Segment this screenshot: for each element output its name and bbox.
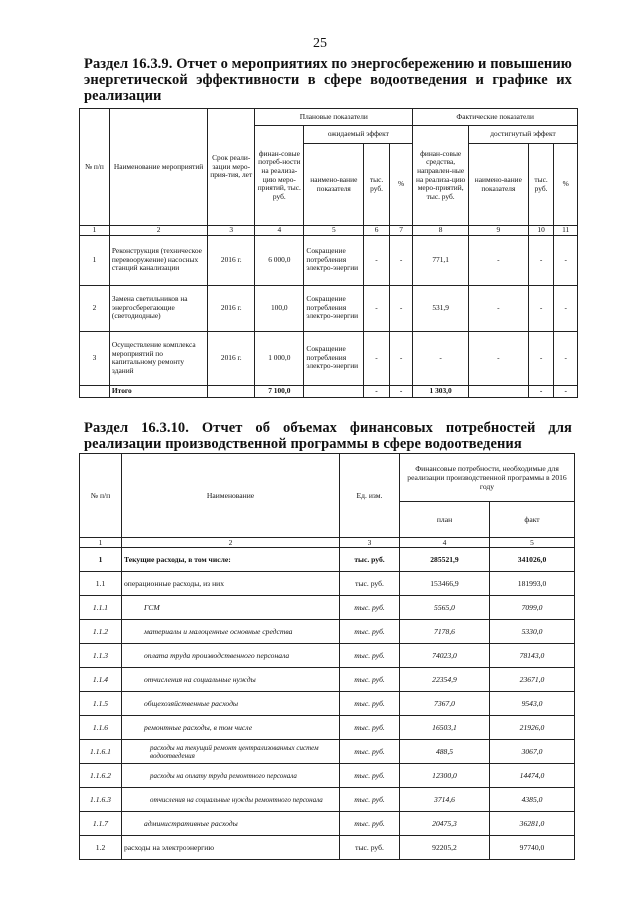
plan-value: 488,5	[400, 740, 490, 764]
col-name-header: Наименование	[122, 454, 340, 538]
total-pct: -	[389, 385, 413, 397]
plan-header: план	[400, 502, 490, 538]
planned-header: Плановые показатели	[255, 109, 413, 126]
row-num: 1.2	[80, 836, 122, 860]
row-num: 1.1.5	[80, 692, 122, 716]
table-row	[80, 548, 575, 572]
unit: тыс. руб.	[340, 740, 400, 764]
table-row	[80, 285, 578, 331]
term: 2016 г.	[208, 331, 255, 385]
achieved-name: -	[468, 331, 528, 385]
unit: тыс. руб.	[340, 572, 400, 596]
total-rub-2: -	[528, 385, 554, 397]
unit: тыс. руб.	[340, 788, 400, 812]
financial-needs-table	[79, 453, 575, 860]
table-row	[80, 596, 575, 620]
col-num-header: № п/п	[80, 454, 122, 538]
fact-value: 9543,0	[490, 692, 575, 716]
fact-value: 4385,0	[490, 788, 575, 812]
col-index: 2	[109, 226, 207, 236]
item-name: расходы на текущий ремонт централизованных систем водоотведения	[122, 740, 340, 764]
unit: тыс. руб.	[340, 812, 400, 836]
row-num: 1.1.1	[80, 596, 122, 620]
table-row	[80, 740, 575, 764]
row-num: 1.1.7	[80, 812, 122, 836]
col-index: 1	[80, 226, 110, 236]
achieved-pct: -	[554, 235, 578, 285]
achieved-pct: -	[554, 285, 578, 331]
item-name: оплата труда производственного персонала	[122, 644, 340, 668]
unit: тыс. руб.	[340, 764, 400, 788]
col-index: 4	[400, 538, 490, 548]
col-term-header: Срок реали-зации меро-прия-тия, лет	[208, 109, 255, 226]
col-unit-header: Ед. изм.	[340, 454, 400, 538]
fact-value: 21926,0	[490, 716, 575, 740]
row-num: 1	[80, 235, 110, 285]
total-pct-2: -	[554, 385, 578, 397]
row-num: 1.1.3	[80, 644, 122, 668]
row-num: 1.1.6.2	[80, 764, 122, 788]
plan-value: 92205,2	[400, 836, 490, 860]
indicator-name-header-2: наимено-вание показателя	[468, 144, 528, 226]
col-index: 3	[208, 226, 255, 236]
fact-value: 7099,0	[490, 596, 575, 620]
row-num: 2	[80, 285, 110, 331]
total-label: Итого	[109, 385, 207, 397]
table-row	[80, 572, 575, 596]
unit: тыс. руб.	[340, 620, 400, 644]
col-index: 5	[304, 226, 364, 236]
item-name: отчисления на социальные нужды ремонтного персонала	[122, 788, 340, 812]
table-row	[80, 331, 578, 385]
fact-value: 14474,0	[490, 764, 575, 788]
unit: тыс. руб.	[340, 668, 400, 692]
fact-value: 181993,0	[490, 572, 575, 596]
tys-rub-header: тыс. руб.	[364, 144, 390, 226]
unit: тыс. руб.	[340, 836, 400, 860]
col-name-header: Наименование мероприятий	[109, 109, 207, 226]
row-num: 1.1.2	[80, 620, 122, 644]
col-index: 7	[389, 226, 413, 236]
total-row	[80, 385, 578, 397]
plan-value: 20475,3	[400, 812, 490, 836]
table-row	[80, 620, 575, 644]
indicator-name-header: наимено-вание показателя	[304, 144, 364, 226]
row-num: 1.1.6.1	[80, 740, 122, 764]
energy-saving-table	[79, 108, 578, 398]
table-row	[80, 668, 575, 692]
effect-rub: -	[364, 235, 390, 285]
col-index: 5	[490, 538, 575, 548]
total-fact: 1 303,0	[413, 385, 469, 397]
fin-need-header: финан-совые потреб-ности на реализа-цию меро-приятий, тыс. руб.	[255, 126, 304, 226]
total-plan: 7 100,0	[255, 385, 304, 397]
table-row	[80, 716, 575, 740]
effect-name: Сокращение потребления электро-энергии	[304, 285, 364, 331]
table-row	[80, 644, 575, 668]
measure-name: Осуществление комплекса мероприятий по капитальному ремонту зданий	[109, 331, 207, 385]
row-num: 1.1.4	[80, 668, 122, 692]
fact-value: 771,1	[413, 235, 469, 285]
fact-value: 5330,0	[490, 620, 575, 644]
table-row	[80, 692, 575, 716]
plan-value: 7178,6	[400, 620, 490, 644]
pct-header-2: %	[554, 144, 578, 226]
item-name: расходы на оплату труда ремонтного персонала	[122, 764, 340, 788]
achieved-name: -	[468, 285, 528, 331]
unit: тыс. руб.	[340, 548, 400, 572]
expected-effect-header: ожидаемый эффект	[304, 126, 413, 144]
plan-value: 74023,0	[400, 644, 490, 668]
effect-pct: -	[389, 285, 413, 331]
measure-name: Замена светильников на энергосберегающие (светодиодные)	[109, 285, 207, 331]
col-index: 4	[255, 226, 304, 236]
col-index: 11	[554, 226, 578, 236]
table-row	[80, 764, 575, 788]
table-row	[80, 788, 575, 812]
fact-value: 23671,0	[490, 668, 575, 692]
effect-pct: -	[389, 235, 413, 285]
col-index: 10	[528, 226, 554, 236]
col-index: 9	[468, 226, 528, 236]
plan-value: 12300,0	[400, 764, 490, 788]
plan-value: 5565,0	[400, 596, 490, 620]
unit: тыс. руб.	[340, 596, 400, 620]
item-name: Текущие расходы, в том числе:	[122, 548, 340, 572]
plan-value: 1 000,0	[255, 331, 304, 385]
col-index: 6	[364, 226, 390, 236]
achieved-rub: -	[528, 331, 554, 385]
row-num: 1	[80, 548, 122, 572]
unit: тыс. руб.	[340, 716, 400, 740]
fact-value: 78143,0	[490, 644, 575, 668]
unit: тыс. руб.	[340, 644, 400, 668]
row-num: 1.1.6.3	[80, 788, 122, 812]
term: 2016 г.	[208, 285, 255, 331]
plan-value: 6 000,0	[255, 235, 304, 285]
item-name: ремонтные расходы, в том числе	[122, 716, 340, 740]
row-num: 3	[80, 331, 110, 385]
table-row	[80, 812, 575, 836]
fin-spent-header: финан-совые средства, направлен-ные на реализа-цию меро-приятий, тыс. руб.	[413, 126, 469, 226]
achieved-rub: -	[528, 235, 554, 285]
effect-name: Сокращение потребления электро-энергии	[304, 331, 364, 385]
fact-value: 3067,0	[490, 740, 575, 764]
fin-needs-header: Финансовые потребности, необходимые для реализации производственной программы в 2016 году	[400, 454, 575, 502]
table-row	[80, 235, 578, 285]
item-name: ГСМ	[122, 596, 340, 620]
pct-header: %	[389, 144, 413, 226]
fact-value: -	[413, 331, 469, 385]
section-16-3-10-title: Раздел 16.3.10. Отчет об объемах финансовых потребностей для реализации производственной программы в сфере водоотведения	[84, 420, 572, 452]
achieved-rub: -	[528, 285, 554, 331]
effect-rub: -	[364, 331, 390, 385]
fact-value: 36281,0	[490, 812, 575, 836]
col-index: 2	[122, 538, 340, 548]
item-name: общехозяйственные расходы	[122, 692, 340, 716]
plan-value: 3714,6	[400, 788, 490, 812]
page-number: 25	[313, 36, 327, 51]
row-num: 1.1.6	[80, 716, 122, 740]
effect-name: Сокращение потребления электро-энергии	[304, 235, 364, 285]
plan-value: 285521,9	[400, 548, 490, 572]
col-index: 8	[413, 226, 469, 236]
measure-name: Реконструкция (техническое перевооружение) насосных станций канализации	[109, 235, 207, 285]
tys-rub-header-2: тыс. руб.	[528, 144, 554, 226]
fact-header: факт	[490, 502, 575, 538]
total-rub: -	[364, 385, 390, 397]
fact-value: 97740,0	[490, 836, 575, 860]
row-num: 1.1	[80, 572, 122, 596]
item-name: отчисления на социальные нужды	[122, 668, 340, 692]
table-row	[80, 836, 575, 860]
col-index: 1	[80, 538, 122, 548]
col-num-header: № п/п	[80, 109, 110, 226]
plan-value: 7367,0	[400, 692, 490, 716]
fact-value: 531,9	[413, 285, 469, 331]
item-name: расходы на электроэнергию	[122, 836, 340, 860]
effect-rub: -	[364, 285, 390, 331]
plan-value: 153466,9	[400, 572, 490, 596]
item-name: административные расходы	[122, 812, 340, 836]
achieved-pct: -	[554, 331, 578, 385]
fact-value: 341026,0	[490, 548, 575, 572]
actual-header: Фактические показатели	[413, 109, 578, 126]
section-16-3-9-title: Раздел 16.3.9. Отчет о мероприятиях по энергосбережению и повышению энергетической эффективности в сфере водоотведения и графике их реализации	[84, 56, 572, 104]
term: 2016 г.	[208, 235, 255, 285]
item-name: материалы и малоценные основные средства	[122, 620, 340, 644]
plan-value: 22354,9	[400, 668, 490, 692]
plan-value: 16503,1	[400, 716, 490, 740]
achieved-effect-header: достигнутый эффект	[468, 126, 577, 144]
achieved-name: -	[468, 235, 528, 285]
plan-value: 100,0	[255, 285, 304, 331]
item-name: операционные расходы, из них	[122, 572, 340, 596]
col-index: 3	[340, 538, 400, 548]
effect-pct: -	[389, 331, 413, 385]
unit: тыс. руб.	[340, 692, 400, 716]
